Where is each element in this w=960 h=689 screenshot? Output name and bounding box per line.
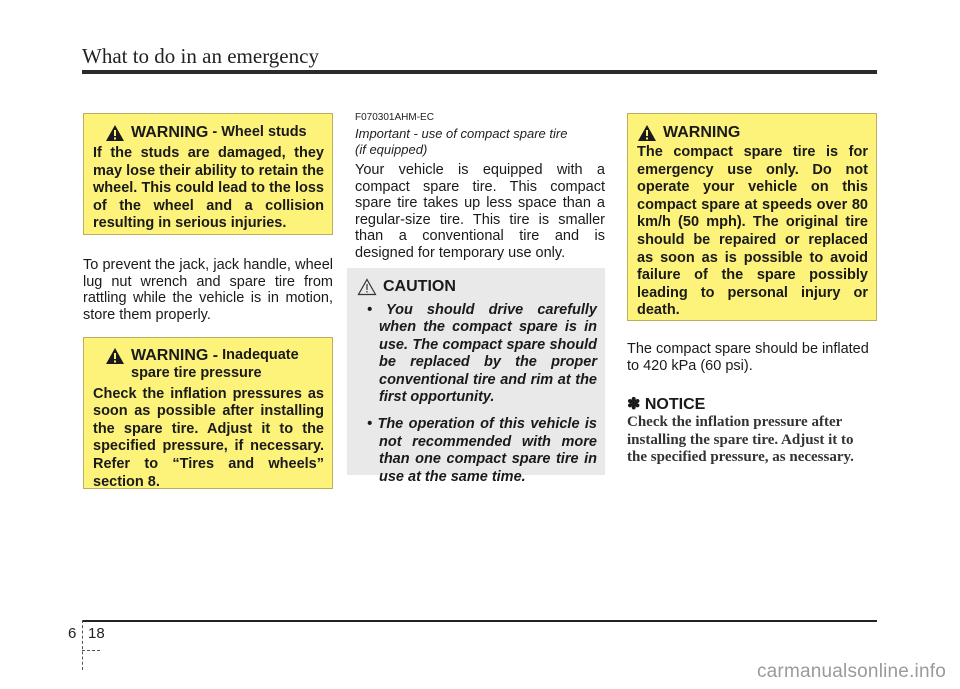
- compact-spare-text: Your vehicle is equipped with a compact spare tire. This compact spare tire takes up less space than a regular-size tire. This tire is smaller than a conventional tire and is designed for temporary use only.: [355, 162, 605, 261]
- warning-box-spare-pressure: [83, 337, 333, 489]
- warning-title: WARNING: [663, 124, 741, 142]
- warning-box-compact-spare: [627, 113, 877, 321]
- warning-subtitle: - Wheel studs: [212, 124, 307, 141]
- warning-body: The compact spare tire is for emergency use only. Do not operate your vehicle on this compact spare at speeds over 80 km/h (50 mph). The original tire should be repaired or replaced as soon as is possible to avoid failure of the spare possibly leading to personal injury or death.: [637, 144, 868, 319]
- section-code: F070301AHM-EC: [355, 112, 434, 123]
- warning-icon: [105, 124, 125, 142]
- caution-icon: [357, 278, 377, 296]
- caution-item-text: The operation of this vehicle is not recommended with more than one compact spare tire in use at the same time.: [377, 416, 597, 485]
- warning-title: WARNING: [131, 124, 209, 142]
- warning-icon: [637, 124, 657, 142]
- page-header-title: What to do in an emergency: [82, 44, 319, 68]
- notice-body: Check the inflation pressure after installing the spare tire. Adjust it to the specified pressure, as necessary.: [627, 414, 854, 466]
- prevent-rattle-text: To prevent the jack, jack handle, wheel lug nut wrench and spare tire from rattling while the vehicle is in motion, store them properly.: [83, 257, 333, 323]
- warning-box-wheel-studs: [83, 113, 333, 235]
- warning-subtitle: Inadequate: [222, 347, 299, 364]
- footer-rule: [82, 620, 877, 622]
- watermark: carmanualsonline.info: [756, 661, 946, 682]
- warning-subtitle-line2: spare tire pressure: [131, 365, 262, 381]
- header-rule: [82, 70, 877, 74]
- caution-box: [347, 268, 605, 485]
- chapter-number: 6: [68, 625, 77, 642]
- section-title-line2: (if equipped): [355, 142, 428, 157]
- caution-title: CAUTION: [383, 278, 456, 295]
- footer-tick: [82, 650, 100, 652]
- caution-item-text: You should drive carefully when the compact spare is in use. The compact spare should be replaced by the proper conventional tire and rim at the first opportunity.: [379, 302, 598, 406]
- warning-body: Check the inflation pressures as soon as possible after installing the spare tire. Adjust it to the specified pressure, if necessary. Refer to “Tires and wheels” section 8.: [93, 385, 324, 490]
- caution-item: • You should drive carefully when the compact spare is in use. The compact spare should be replaced by the proper conventional tire and rim at the first opportunity.: [367, 302, 598, 406]
- warning-body: If the studs are damaged, they may lose their ability to retain the wheel. This could lead to the loss of the wheel and a collision resulting in serious injuries.: [93, 145, 324, 232]
- section-title-line1: Important - use of compact spare tire: [355, 126, 568, 141]
- warning-title: WARNING -: [131, 347, 219, 365]
- inflation-text: The compact spare should be inflated to 420 kPa (60 psi).: [627, 341, 869, 374]
- page-number: 18: [88, 625, 105, 642]
- footer-divider: [82, 620, 84, 670]
- section-title: [355, 126, 605, 158]
- warning-icon: [105, 347, 125, 365]
- caution-item: • The operation of this vehicle is not recommended with more than one compact spare tire in use at the same time.: [367, 416, 597, 485]
- notice-title: ✽ NOTICE: [627, 396, 706, 413]
